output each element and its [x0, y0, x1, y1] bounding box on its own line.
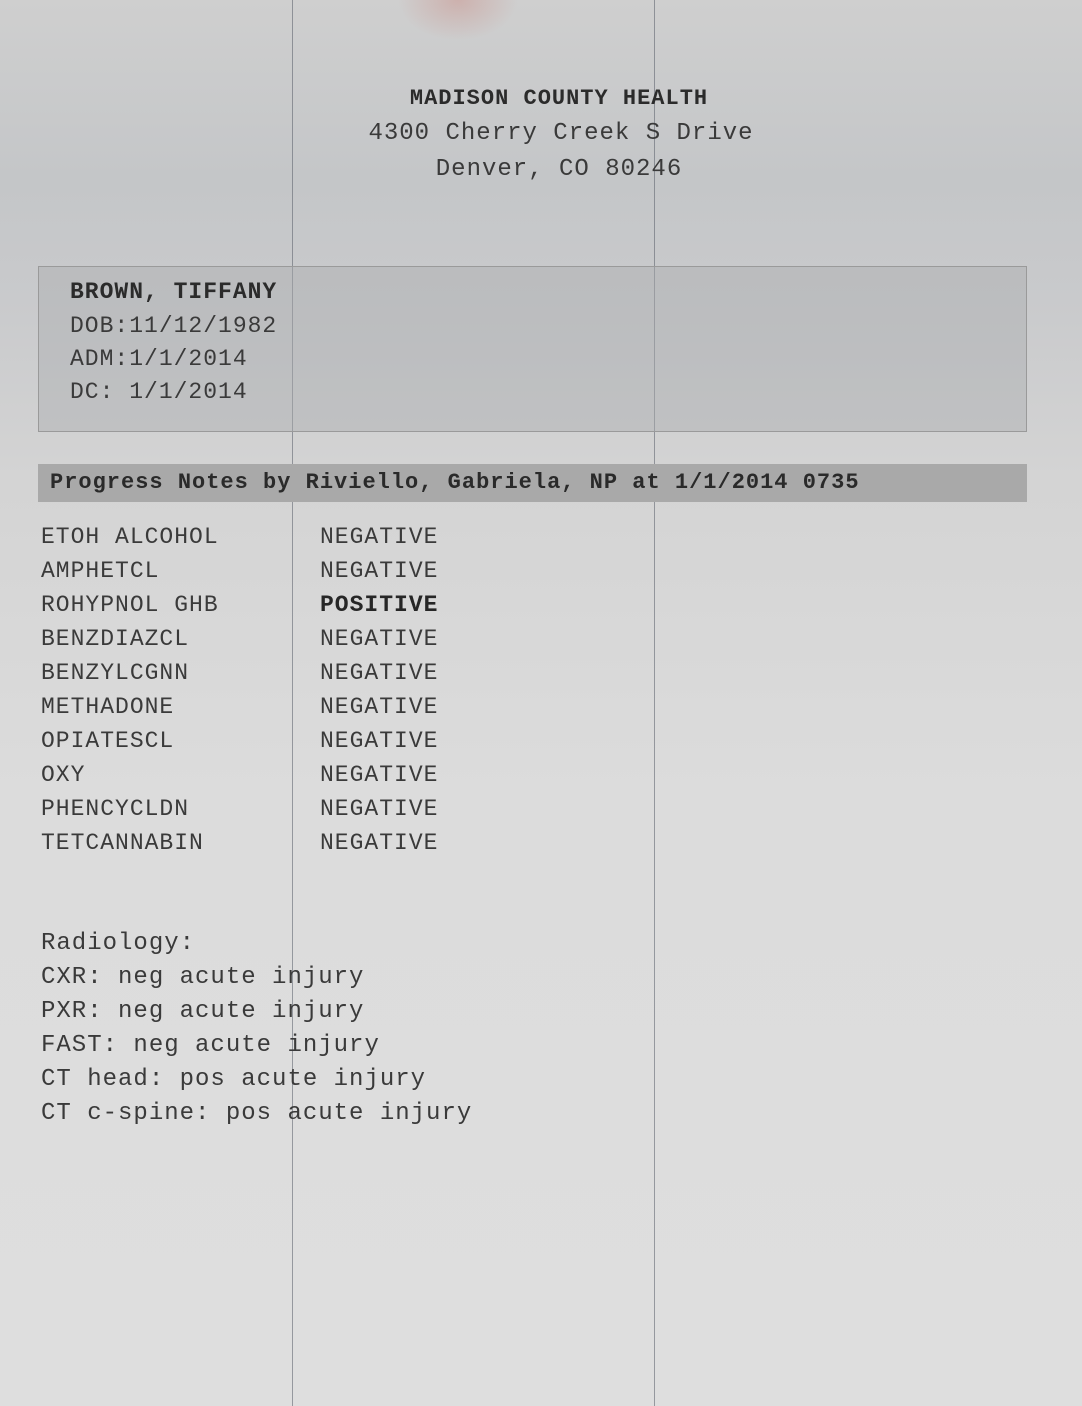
lab-test-name: PHENCYCLDN [41, 796, 190, 822]
lab-row [41, 558, 541, 588]
patient-name: BROWN, TIFFANY [70, 279, 278, 305]
lab-row [41, 626, 541, 656]
lab-test-result: NEGATIVE [320, 762, 439, 788]
patient-admission-date: ADM:1/1/2014 [70, 346, 248, 372]
lab-test-name: OPIATESCL [41, 728, 175, 754]
lab-test-name: TETCANNABIN [41, 830, 204, 856]
lab-test-result: NEGATIVE [320, 626, 439, 652]
lab-test-name: OXY [41, 762, 86, 788]
lab-test-result: NEGATIVE [320, 558, 439, 584]
lab-row [41, 592, 541, 622]
radiology-heading: Radiology: [41, 930, 196, 957]
progress-notes-heading: Progress Notes by Riviello, Gabriela, NP at 1/1/2014 0735 [50, 470, 860, 495]
radiology-finding: CT head: pos acute injury [41, 1066, 427, 1093]
radiology-finding: CT c-spine: pos acute injury [41, 1100, 473, 1127]
patient-dob: DOB:11/12/1982 [70, 313, 278, 339]
patient-discharge-date: DC: 1/1/2014 [70, 379, 248, 405]
lab-test-result: NEGATIVE [320, 796, 439, 822]
progress-notes-heading-bar [38, 464, 1027, 502]
lab-row [41, 796, 541, 826]
lab-row [41, 660, 541, 690]
lab-test-name: ETOH ALCOHOL [41, 524, 219, 550]
lab-test-name: BENZYLCGNN [41, 660, 190, 686]
lab-test-result: NEGATIVE [320, 524, 439, 550]
facility-address-city: Denver, CO 80246 [435, 156, 683, 183]
lab-test-name: BENZDIAZCL [41, 626, 190, 652]
facility-address-street: 4300 Cherry Creek S Drive [368, 120, 754, 147]
lab-test-result: NEGATIVE [320, 694, 439, 720]
lab-test-name: METHADONE [41, 694, 175, 720]
lab-row [41, 728, 541, 758]
lab-test-result: NEGATIVE [320, 660, 439, 686]
lab-test-result: NEGATIVE [320, 830, 439, 856]
radiology-finding: FAST: neg acute injury [41, 1032, 380, 1059]
patient-info-box [38, 266, 1027, 432]
lab-row [41, 694, 541, 724]
lab-test-name: ROHYPNOL GHB [41, 592, 219, 618]
lab-row [41, 830, 541, 860]
lab-row [41, 762, 541, 792]
fold-line [654, 0, 655, 1406]
lab-row [41, 524, 541, 554]
lab-test-result: NEGATIVE [320, 728, 439, 754]
facility-name: MADISON COUNTY HEALTH [409, 86, 709, 111]
radiology-finding: CXR: neg acute injury [41, 964, 365, 991]
lab-test-name: AMPHETCL [41, 558, 160, 584]
lab-test-result-positive: POSITIVE [320, 592, 439, 618]
radiology-finding: PXR: neg acute injury [41, 998, 365, 1025]
